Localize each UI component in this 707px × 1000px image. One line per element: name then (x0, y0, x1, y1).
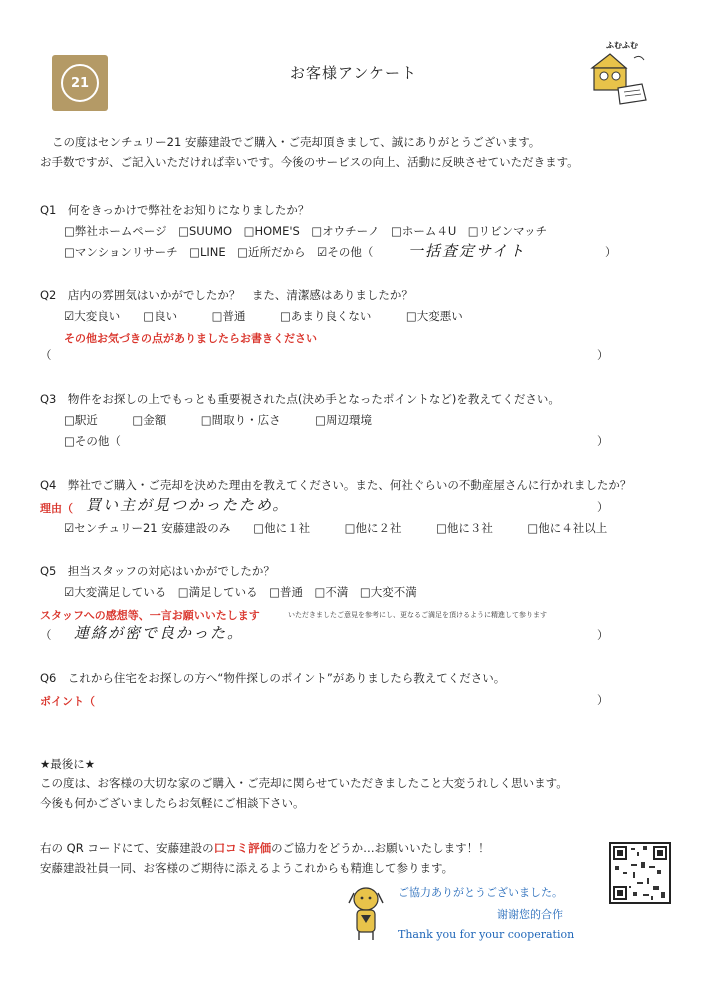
closing-heading: ★最後に★ (40, 757, 96, 771)
q2-prompt: その他お気づきの点がありましたらお書きください (64, 332, 317, 345)
q5-close-paren: ） (597, 628, 609, 642)
dog-bowing-icon (345, 885, 387, 943)
q5-prompt: スタッフへの感想等、一言お願いいたします (40, 609, 260, 622)
q1-close-paren: ） (605, 245, 617, 259)
q1-options-row-2[interactable]: □マンションリサーチ □LINE □近所だから ☑その他（ (64, 245, 374, 259)
q5-question: Q5 担当スタッフの対応はいかがでしたか？ (40, 564, 275, 578)
logo-mark: 21 (61, 64, 99, 102)
qr-request-text-end: のご協力をどうか…お願いいたします！！ (271, 841, 490, 855)
q2-question: Q2 店内の雰囲気はいかがでしたか？ また、清潔感はありましたか？ (40, 288, 413, 302)
q1-question: Q1 何をきっかけで弊社をお知りになりましたか？ (40, 203, 310, 217)
q2-close-paren: ） (597, 348, 609, 362)
q4-handwritten-answer: 買い主が見つかったため。 (86, 496, 290, 514)
thanks-japanese: ご協力ありがとうございました。 (398, 886, 563, 899)
thanks-english: Thank you for your cooperation (398, 928, 575, 941)
q5-options[interactable]: ☑大変満足している □満足している □普通 □不満 □大変不満 (64, 585, 417, 599)
q4-company-count-options[interactable]: ☑センチュリー21 安藤建設のみ □他に１社 □他に２社 □他に３社 □他に４社以上 (64, 521, 608, 535)
closing-line-1: この度は、お客様の大切な家のご購入・ご売却に関らせていただきましたこと大変うれしく思います。 (40, 776, 568, 790)
qr-code-icon (611, 844, 669, 902)
q5-note: いただきましたご意見を参考にし、更なるご満足を頂けるように精進して参ります (288, 611, 547, 619)
mascot-caption: ふむふむ (606, 41, 638, 50)
q1-options-row-1[interactable]: □弊社ホームページ □SUUMO □HOME'S □オウチーノ □ホーム４U □リビンマッチ (64, 224, 548, 238)
q4-question: Q4 弊社でご購入・ご売却を決めた理由を教えてください。また、何社ぐらいの不動産屋さんに行かれましたか？ (40, 478, 632, 492)
closing-line-4: 安藤建設社員一同、お客様のご期待に添えるようこれからも精進して参ります。 (40, 861, 454, 875)
closing-qr-request (40, 841, 490, 855)
q3-options-row-1[interactable]: □駅近 □金額 □間取り・広さ □周辺環境 (64, 413, 372, 427)
q5-open-paren: （ (40, 628, 52, 642)
q3-close-paren: ） (597, 434, 609, 448)
q2-options[interactable]: ☑大変良い □良い □普通 □あまり良くない □大変悪い (64, 309, 463, 323)
q6-close-paren: ） (597, 693, 609, 707)
qr-request-text: 右の QR コードにて、安藤建設の (40, 841, 214, 855)
thanks-chinese: 谢谢您的合作 (497, 908, 563, 921)
q4-close-paren: ） (597, 500, 609, 514)
q2-open-paren: （ (40, 348, 52, 362)
q1-handwritten-answer: 一括査定サイト (408, 242, 526, 260)
intro-line-1: この度はセンチュリー21 安藤建設でご購入・ご売却頂きまして、誠にありがとうございます。 (52, 135, 541, 149)
q6-question: Q6 これから住宅をお探しの方へ“物件探しのポイント”がありましたら教えてください。 (40, 671, 506, 685)
q6-point-label: ポイント（ (40, 695, 95, 708)
dog-reading-icon (580, 40, 660, 110)
page-title: お客様アンケート (289, 64, 418, 82)
mascot-thinking-illustration (580, 40, 660, 110)
intro-line-2: お手数ですが、ご記入いただければ幸いです。今後のサービスの向上、活動に反映させていただきます。 (40, 155, 579, 169)
closing-line-2: 今後も何かございましたらお気軽にご相談下さい。 (40, 796, 305, 810)
q3-options-row-2[interactable]: □その他（ (64, 434, 121, 448)
review-highlight: 口コミ評価 (213, 841, 272, 855)
q4-reason-label: 理由（ (40, 502, 73, 515)
q5-handwritten-answer: 連絡が密で良かった。 (74, 624, 245, 642)
qr-code[interactable] (609, 842, 671, 904)
q3-question: Q3 物件をお探しの上でもっとも重要視された点(決め手となったポイントなど)を教えてください。 (40, 392, 560, 406)
mascot-dog-illustration (345, 885, 387, 943)
